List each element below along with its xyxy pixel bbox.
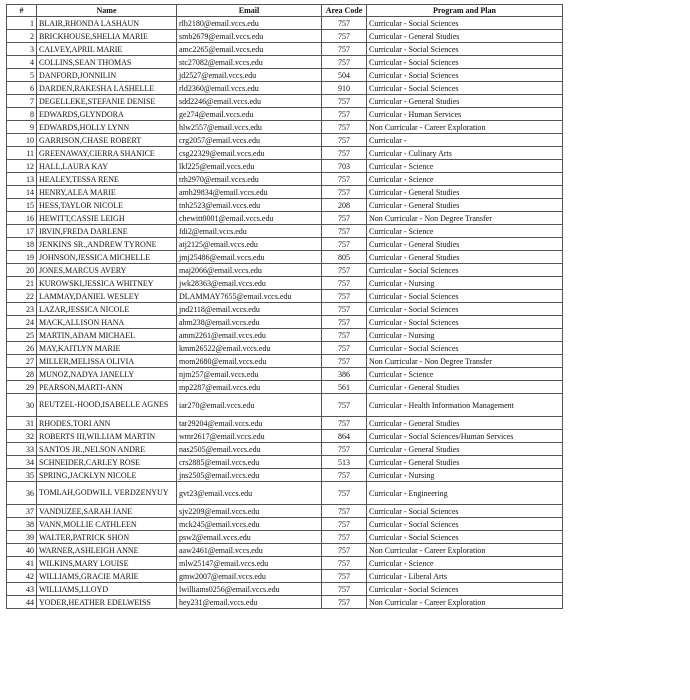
table-row: [7, 557, 563, 570]
row-number: 12: [7, 160, 37, 173]
table-row: [7, 342, 563, 355]
student-name: GREENAWAY,CIERRA SHANICE: [37, 147, 177, 160]
row-number: 4: [7, 56, 37, 69]
row-number: 8: [7, 108, 37, 121]
row-number: 30: [7, 394, 37, 417]
area-code: 757: [322, 518, 367, 531]
student-email: kmm26522@email.vccs.edu: [177, 342, 322, 355]
program-and-plan: Curricular - Liberal Arts: [367, 570, 563, 583]
area-code: 757: [322, 264, 367, 277]
table-row: [7, 186, 563, 199]
student-name: BLAIR,RHONDA LASHAUN: [37, 17, 177, 30]
student-name: WARNER,ASHLEIGH ANNE: [37, 544, 177, 557]
student-email: nas2505@email.vccs.edu: [177, 443, 322, 456]
table-row: [7, 381, 563, 394]
program-and-plan: Curricular - Health Information Management: [367, 394, 563, 417]
header-area-code: Area Code: [322, 5, 367, 17]
student-name: SCHNEIDER,CARLEY ROSE: [37, 456, 177, 469]
table-row: [7, 417, 563, 430]
table-row: [7, 238, 563, 251]
program-and-plan: Curricular - Social Sciences: [367, 290, 563, 303]
area-code: 757: [322, 95, 367, 108]
student-email: jd2527@email.vccs.edu: [177, 69, 322, 82]
student-email: hey231@email.vccs.edu: [177, 596, 322, 609]
table-row: [7, 316, 563, 329]
row-number: 27: [7, 355, 37, 368]
table-row: [7, 160, 563, 173]
student-name: VANN,MOLLIE CATHLEEN: [37, 518, 177, 531]
program-and-plan: Curricular - Social Sciences: [367, 531, 563, 544]
row-number: 25: [7, 329, 37, 342]
table-row: [7, 505, 563, 518]
area-code: 757: [322, 238, 367, 251]
row-number: 41: [7, 557, 37, 570]
student-name: SPRING,JACKLYN NICOLE: [37, 469, 177, 482]
header-name: Name: [37, 5, 177, 17]
area-code: 757: [322, 531, 367, 544]
student-email: mck245@email.vccs.edu: [177, 518, 322, 531]
row-number: 20: [7, 264, 37, 277]
program-and-plan: Curricular - General Studies: [367, 30, 563, 43]
area-code: 757: [322, 17, 367, 30]
program-and-plan: Curricular - General Studies: [367, 443, 563, 456]
area-code: 757: [322, 43, 367, 56]
program-and-plan: Curricular - Nursing: [367, 329, 563, 342]
row-number: 21: [7, 277, 37, 290]
row-number: 37: [7, 505, 37, 518]
program-and-plan: Curricular - Social Sciences: [367, 17, 563, 30]
student-name: HEALEY,TESSA RENE: [37, 173, 177, 186]
program-and-plan: Non Curricular - Career Exploration: [367, 544, 563, 557]
student-name: EDWARDS,HOLLY LYNN: [37, 121, 177, 134]
student-name: ROBERTS III,WILLIAM MARTIN: [37, 430, 177, 443]
table-row: [7, 329, 563, 342]
area-code: 864: [322, 430, 367, 443]
program-and-plan: Curricular - General Studies: [367, 238, 563, 251]
area-code: 561: [322, 381, 367, 394]
program-and-plan: Curricular - Nursing: [367, 277, 563, 290]
row-number: 6: [7, 82, 37, 95]
area-code: 757: [322, 557, 367, 570]
table-row: [7, 56, 563, 69]
area-code: 910: [322, 82, 367, 95]
student-name: MUNOZ,NADYA JANELLY: [37, 368, 177, 381]
student-email: fdi2@email.vccs.edu: [177, 225, 322, 238]
program-and-plan: Curricular - Social Sciences: [367, 505, 563, 518]
student-email: mom2680@email.vccs.edu: [177, 355, 322, 368]
student-email: crg2057@email.vccs.edu: [177, 134, 322, 147]
area-code: 757: [322, 342, 367, 355]
student-name: MARTIN,ADAM MICHAEL: [37, 329, 177, 342]
student-name: JONES,MARCUS AVERY: [37, 264, 177, 277]
area-code: 757: [322, 186, 367, 199]
row-number: 7: [7, 95, 37, 108]
student-name: HESS,TAYLOR NICOLE: [37, 199, 177, 212]
table-row: [7, 394, 563, 417]
program-and-plan: Curricular - General Studies: [367, 456, 563, 469]
row-number: 14: [7, 186, 37, 199]
table-row: [7, 531, 563, 544]
student-email: ge274@email.vccs.edu: [177, 108, 322, 121]
student-email: amc2265@email.vccs.edu: [177, 43, 322, 56]
student-email: aaw2461@email.vccs.edu: [177, 544, 322, 557]
student-email: sjv2209@email.vccs.edu: [177, 505, 322, 518]
row-number: 29: [7, 381, 37, 394]
row-number: 23: [7, 303, 37, 316]
table-row: [7, 30, 563, 43]
student-name: HALL,LAURA KAY: [37, 160, 177, 173]
program-and-plan: Curricular - Social Sciences: [367, 82, 563, 95]
area-code: 757: [322, 505, 367, 518]
student-name: MAY,KAITLYN MARIE: [37, 342, 177, 355]
row-number: 26: [7, 342, 37, 355]
row-number: 31: [7, 417, 37, 430]
row-number: 42: [7, 570, 37, 583]
row-number: 9: [7, 121, 37, 134]
table-row: [7, 544, 563, 557]
table-row: [7, 482, 563, 505]
student-name: MACK,ALLISON HANA: [37, 316, 177, 329]
student-email: smb2679@email.vccs.edu: [177, 30, 322, 43]
student-email: gmw2007@email.vccs.edu: [177, 570, 322, 583]
area-code: 208: [322, 199, 367, 212]
header-email: Email: [177, 5, 322, 17]
table-row: [7, 596, 563, 609]
student-email: crs2885@email.vccs.edu: [177, 456, 322, 469]
row-number: 28: [7, 368, 37, 381]
table-row: [7, 368, 563, 381]
row-number: 35: [7, 469, 37, 482]
table-row: [7, 303, 563, 316]
program-and-plan: Curricular - General Studies: [367, 417, 563, 430]
student-email: ahm238@email.vccs.edu: [177, 316, 322, 329]
area-code: 757: [322, 121, 367, 134]
student-name: DEGELLEKE,STEFANIE DENISE: [37, 95, 177, 108]
student-email: rld2360@email.vccs.edu: [177, 82, 322, 95]
table-row: [7, 17, 563, 30]
row-number: 2: [7, 30, 37, 43]
table-row: [7, 43, 563, 56]
student-name: IRVIN,FREDA DARLENE: [37, 225, 177, 238]
table-row: [7, 355, 563, 368]
table-row: [7, 225, 563, 238]
area-code: 757: [322, 290, 367, 303]
program-and-plan: Curricular - General Studies: [367, 381, 563, 394]
row-number: 5: [7, 69, 37, 82]
student-name: SANTOS JR.,NELSON ANDRE: [37, 443, 177, 456]
table-row: [7, 251, 563, 264]
table-row: [7, 121, 563, 134]
student-name: REUTZEL-HOOD,ISABELLE AGNES: [37, 394, 177, 417]
row-number: 44: [7, 596, 37, 609]
student-email: jnd2118@email.vccs.edu: [177, 303, 322, 316]
table-row: [7, 570, 563, 583]
student-name: BRICKHOUSE,SHELIA MARIE: [37, 30, 177, 43]
student-email: tar29204@email.vccs.edu: [177, 417, 322, 430]
program-and-plan: Curricular - Culinary Arts: [367, 147, 563, 160]
table-row: [7, 173, 563, 186]
table-row: [7, 290, 563, 303]
row-number: 1: [7, 17, 37, 30]
area-code: 757: [322, 212, 367, 225]
area-code: 757: [322, 173, 367, 186]
row-number: 39: [7, 531, 37, 544]
table-row: [7, 277, 563, 290]
student-name: TOMLAH,GODWILL VERDZENYUY: [37, 482, 177, 505]
row-number: 18: [7, 238, 37, 251]
table-row: [7, 147, 563, 160]
row-number: 10: [7, 134, 37, 147]
student-name: KUROWSKI,JESSICA WHITNEY: [37, 277, 177, 290]
student-name: WILKINS,MARY LOUISE: [37, 557, 177, 570]
table-row: [7, 69, 563, 82]
student-email: chewitt0001@email.vccs.edu: [177, 212, 322, 225]
row-number: 32: [7, 430, 37, 443]
row-number: 40: [7, 544, 37, 557]
student-roster-table: [6, 4, 563, 609]
program-and-plan: Curricular - Human Services: [367, 108, 563, 121]
student-name: JENKINS SR.,ANDREW TYRONE: [37, 238, 177, 251]
student-email: lkl225@email.vccs.edu: [177, 160, 322, 173]
student-email: amh29834@email.vccs.edu: [177, 186, 322, 199]
area-code: 757: [322, 329, 367, 342]
row-number: 36: [7, 482, 37, 505]
row-number: 24: [7, 316, 37, 329]
student-email: mlw25147@email.vccs.edu: [177, 557, 322, 570]
student-email: jwk28363@email.vccs.edu: [177, 277, 322, 290]
student-name: WILLIAMS,LLOYD: [37, 583, 177, 596]
student-email: trh2970@email.vccs.edu: [177, 173, 322, 186]
student-name: CALVEY,APRIL MARIE: [37, 43, 177, 56]
area-code: 757: [322, 570, 367, 583]
program-and-plan: Curricular - Engineering: [367, 482, 563, 505]
table-row: [7, 456, 563, 469]
table-row: [7, 518, 563, 531]
program-and-plan: Curricular - Science: [367, 173, 563, 186]
program-and-plan: Curricular - Science: [367, 225, 563, 238]
student-email: gvt23@email.vccs.edu: [177, 482, 322, 505]
program-and-plan: Curricular - General Studies: [367, 186, 563, 199]
student-name: RHODES,TORI ANN: [37, 417, 177, 430]
table-row: [7, 430, 563, 443]
row-number: 15: [7, 199, 37, 212]
area-code: 757: [322, 394, 367, 417]
row-number: 3: [7, 43, 37, 56]
roster-body: [7, 17, 563, 609]
student-email: csg22329@email.vccs.edu: [177, 147, 322, 160]
area-code: 757: [322, 417, 367, 430]
row-number: 38: [7, 518, 37, 531]
student-name: WILLIAMS,GRACIE MARIE: [37, 570, 177, 583]
row-number: 11: [7, 147, 37, 160]
student-name: PEARSON,MARTI-ANN: [37, 381, 177, 394]
area-code: 386: [322, 368, 367, 381]
student-email: mp2287@email.vccs.edu: [177, 381, 322, 394]
student-name: COLLINS,SEAN THOMAS: [37, 56, 177, 69]
area-code: 757: [322, 544, 367, 557]
program-and-plan: Curricular - Science: [367, 368, 563, 381]
area-code: 513: [322, 456, 367, 469]
program-and-plan: Curricular - Science: [367, 557, 563, 570]
area-code: 757: [322, 134, 367, 147]
student-email: jmj25486@email.vccs.edu: [177, 251, 322, 264]
program-and-plan: Curricular - Nursing: [367, 469, 563, 482]
program-and-plan: Curricular - Social Sciences: [367, 518, 563, 531]
area-code: 504: [322, 69, 367, 82]
student-email: DLAMMAY7655@email.vccs.edu: [177, 290, 322, 303]
area-code: 757: [322, 596, 367, 609]
program-and-plan: Curricular - Social Sciences: [367, 303, 563, 316]
student-email: jns2505@email.vccs.edu: [177, 469, 322, 482]
program-and-plan: Curricular - General Studies: [367, 199, 563, 212]
program-and-plan: Non Curricular - Career Exploration: [367, 596, 563, 609]
area-code: 757: [322, 303, 367, 316]
program-and-plan: Curricular -: [367, 134, 563, 147]
table-row: [7, 212, 563, 225]
student-email: njm257@email.vccs.edu: [177, 368, 322, 381]
header-row: [7, 5, 563, 17]
area-code: 757: [322, 316, 367, 329]
area-code: 757: [322, 225, 367, 238]
program-and-plan: Curricular - General Studies: [367, 251, 563, 264]
table-row: [7, 583, 563, 596]
area-code: 757: [322, 355, 367, 368]
student-name: HENRY,ALEA MARIE: [37, 186, 177, 199]
program-and-plan: Curricular - Social Sciences: [367, 43, 563, 56]
program-and-plan: Curricular - Social Sciences: [367, 583, 563, 596]
program-and-plan: Curricular - Social Sciences/Human Services: [367, 430, 563, 443]
student-email: sdd2246@email.vccs.edu: [177, 95, 322, 108]
area-code: 757: [322, 443, 367, 456]
area-code: 757: [322, 56, 367, 69]
student-name: LAZAR,JESSICA NICOLE: [37, 303, 177, 316]
row-number: 19: [7, 251, 37, 264]
program-and-plan: Curricular - Social Sciences: [367, 316, 563, 329]
row-number: 17: [7, 225, 37, 238]
student-name: VANDUZEE,SARAH JANE: [37, 505, 177, 518]
student-name: MILLER,MELISSA OLIVIA: [37, 355, 177, 368]
student-email: iar270@email.vccs.edu: [177, 394, 322, 417]
student-name: WALTER,PATRICK SHON: [37, 531, 177, 544]
student-email: tnh2523@email.vccs.edu: [177, 199, 322, 212]
table-row: [7, 82, 563, 95]
program-and-plan: Curricular - Social Sciences: [367, 56, 563, 69]
table-row: [7, 95, 563, 108]
program-and-plan: Non Curricular - Non Degree Transfer: [367, 212, 563, 225]
program-and-plan: Curricular - Social Sciences: [367, 264, 563, 277]
student-name: LAMMAY,DANIEL WESLEY: [37, 290, 177, 303]
student-email: hlw2557@email.vccs.edu: [177, 121, 322, 134]
student-email: maj2066@email.vccs.edu: [177, 264, 322, 277]
area-code: 757: [322, 108, 367, 121]
student-name: JOHNSON,JESSICA MICHELLE: [37, 251, 177, 264]
header-program-and-plan: Program and Plan: [367, 5, 563, 17]
student-email: rlb2180@email.vccs.edu: [177, 17, 322, 30]
program-and-plan: Curricular - Science: [367, 160, 563, 173]
area-code: 703: [322, 160, 367, 173]
table-row: [7, 469, 563, 482]
program-and-plan: Non Curricular - Non Degree Transfer: [367, 355, 563, 368]
student-email: psw2@email.vccs.edu: [177, 531, 322, 544]
row-number: 22: [7, 290, 37, 303]
student-name: HEWITT,CASSIE LEIGH: [37, 212, 177, 225]
row-number: 33: [7, 443, 37, 456]
student-name: DARDEN,RAKESHA LASHELLE: [37, 82, 177, 95]
area-code: 757: [322, 469, 367, 482]
student-email: lwilliams0256@email.vccs.edu: [177, 583, 322, 596]
table-row: [7, 199, 563, 212]
student-email: wmr2617@email.vccs.edu: [177, 430, 322, 443]
student-roster-sheet: [6, 4, 563, 609]
row-number: 34: [7, 456, 37, 469]
row-number: 13: [7, 173, 37, 186]
program-and-plan: Curricular - Social Sciences: [367, 69, 563, 82]
table-row: [7, 443, 563, 456]
student-name: DANFORD,JONNILIN: [37, 69, 177, 82]
area-code: 757: [322, 277, 367, 290]
row-number: 43: [7, 583, 37, 596]
header-number: #: [7, 5, 37, 17]
table-row: [7, 108, 563, 121]
area-code: 757: [322, 30, 367, 43]
student-name: YODER,HEATHER EDELWEISS: [37, 596, 177, 609]
area-code: 757: [322, 147, 367, 160]
table-row: [7, 264, 563, 277]
area-code: 805: [322, 251, 367, 264]
student-name: EDWARDS,GLYNDORA: [37, 108, 177, 121]
student-email: amm2261@email.vccs.edu: [177, 329, 322, 342]
student-name: GARRISON,CHASE ROBERT: [37, 134, 177, 147]
student-email: stc27082@email.vccs.edu: [177, 56, 322, 69]
program-and-plan: Curricular - Social Sciences: [367, 342, 563, 355]
row-number: 16: [7, 212, 37, 225]
program-and-plan: Curricular - General Studies: [367, 95, 563, 108]
program-and-plan: Non Curricular - Career Exploration: [367, 121, 563, 134]
table-row: [7, 134, 563, 147]
student-email: atj2125@email.vccs.edu: [177, 238, 322, 251]
area-code: 757: [322, 482, 367, 505]
area-code: 757: [322, 583, 367, 596]
